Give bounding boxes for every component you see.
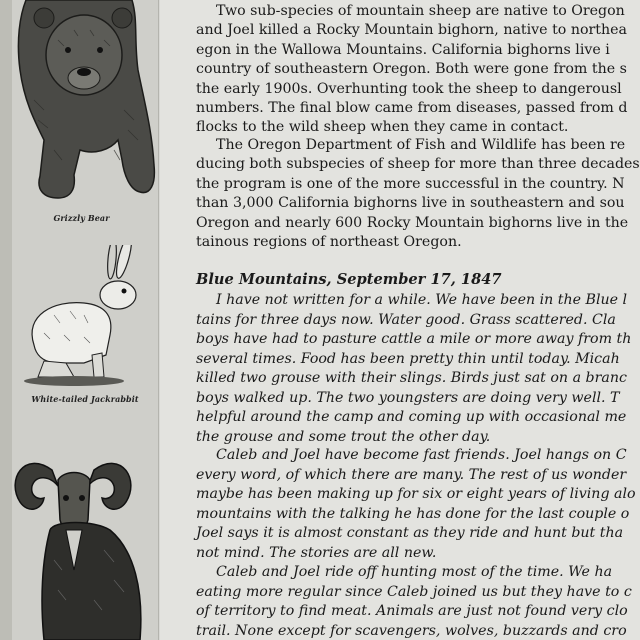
article-paragraph-mountain-sheep xyxy=(196,2,627,138)
text-line: the early 1900s. Overhunting took the sheep to dangerousl xyxy=(196,80,622,97)
grizzly-bear-illustration xyxy=(14,0,156,223)
text-line: country of southeastern Oregon. Both were gone from the s xyxy=(196,61,627,78)
text-line: helpful around the camp and coming up with occasional me xyxy=(196,409,627,425)
text-line: egon in the Wallowa Mountains. California bighorns live i xyxy=(196,41,610,58)
text-line: maybe has been making up for six or eight years of living alo xyxy=(196,486,636,502)
text-line: flocks to the wild sheep when they came in contact. xyxy=(196,119,569,136)
journal-paragraph-3 xyxy=(196,563,632,640)
text-line: Oregon and nearly 600 Rocky Mountain bighorns live in the xyxy=(196,214,629,231)
text-line: every word, of which there are many. The rest of us wonder xyxy=(196,466,627,483)
text-line: several times. Food has been pretty thin until today. Micah xyxy=(196,350,620,367)
text-line: The Oregon Department of Fish and Wildlife has been re xyxy=(216,137,626,153)
jackrabbit-drawing xyxy=(14,245,156,390)
text-line: not mind. The stories are all new. xyxy=(196,544,437,561)
text-line: boys walked up. The two youngsters are doing very well. T xyxy=(196,389,620,406)
grizzly-bear-drawing xyxy=(14,0,156,210)
jackrabbit-illustration xyxy=(14,245,156,404)
text-line: of territory to find meat. Animals are just not found very clo xyxy=(196,603,628,619)
bighorn-ram-illustration xyxy=(14,440,156,640)
text-line: Joel says it is almost constant as they ride and hunt but tha xyxy=(196,525,624,541)
text-line: tains for three days now. Water good. Grass scattered. Cla xyxy=(196,311,616,328)
text-line: Two sub-species of mountain sheep are native to Oregon xyxy=(216,3,625,19)
text-line: eating more regular since Caleb joined us but they have to c xyxy=(196,583,632,600)
text-line: Caleb and Joel have become fast friends. Joel hangs on C xyxy=(216,447,627,463)
text-line: and Joel killed a Rocky Mountain bighorn, native to northea xyxy=(196,22,627,39)
journal-paragraph-1 xyxy=(196,291,631,447)
bear-caption: Grizzly Bear xyxy=(53,213,110,223)
article-page xyxy=(160,0,640,640)
text-line: boys have had to pasture cattle a mile or more away from th xyxy=(196,331,632,347)
text-line: trail. None except for scavengers, wolves, buzzards and cro xyxy=(196,622,627,639)
jackrabbit-caption: White-tailed Jackrabbit xyxy=(31,394,139,404)
text-line: tainous regions of northeast Oregon. xyxy=(196,234,462,251)
text-line: I have not written for a while. We have been in the Blue l xyxy=(216,292,628,308)
text-line: mountains with the talking he has done for the last couple o xyxy=(196,505,630,522)
article-paragraph-fish-wildlife xyxy=(196,136,640,252)
bighorn-ram-drawing xyxy=(14,440,156,640)
text-line: the program is one of the more successful in the country. N xyxy=(196,175,625,192)
journal-paragraph-2 xyxy=(196,446,636,563)
text-line: killed two grouse with their slings. Birds just sat on a branc xyxy=(196,370,627,386)
text-line: the grouse and some trout the other day. xyxy=(196,428,491,445)
journal-entry-heading: Blue Mountains, September 17, 1847 xyxy=(196,271,502,288)
text-line: Caleb and Joel ride off hunting most of the time. We ha xyxy=(216,564,613,580)
text-line: numbers. The final blow came from diseases, passed from d xyxy=(196,100,628,117)
sidebar-edge-strip xyxy=(0,0,12,640)
illustration-sidebar xyxy=(0,0,159,640)
text-line: than 3,000 California bighorns live in southeastern and sou xyxy=(196,195,625,212)
text-line: ducing both subspecies of sheep for more than three decades xyxy=(196,156,640,173)
